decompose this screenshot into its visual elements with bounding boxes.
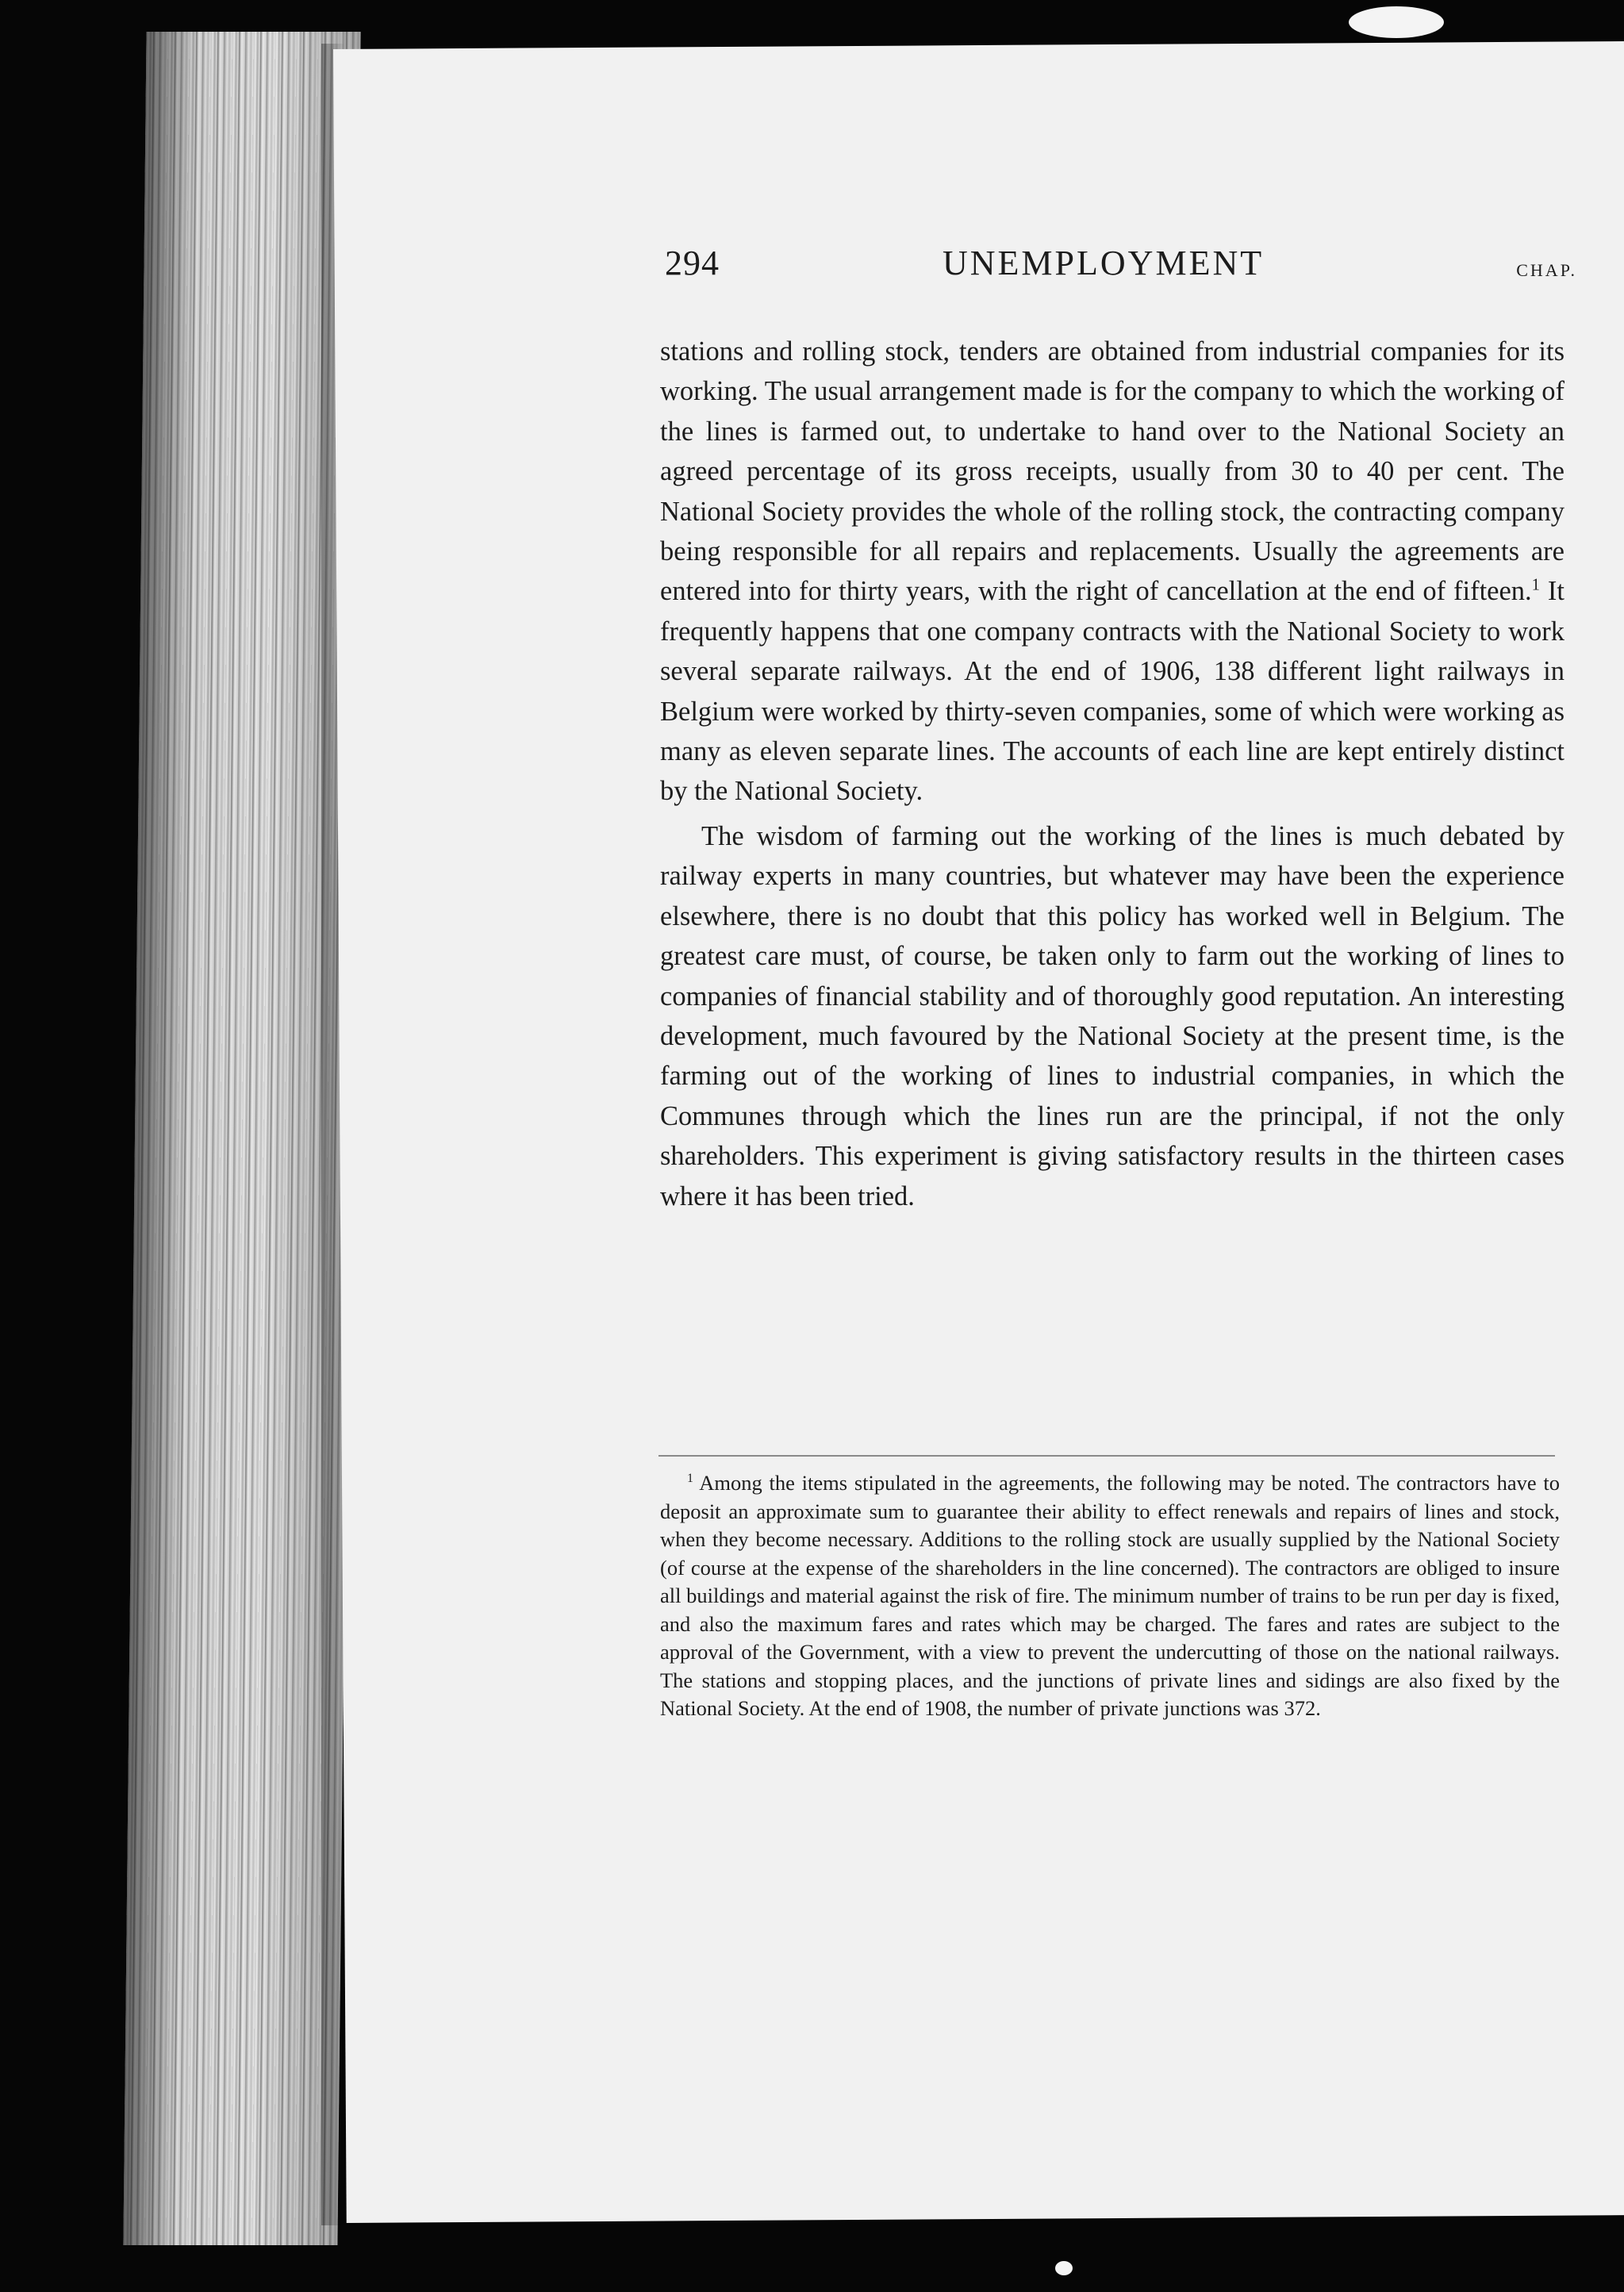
footnote-marker: 1	[687, 1472, 693, 1486]
footnote-rule	[658, 1455, 1555, 1457]
footnote-reference: 1	[1531, 576, 1540, 594]
running-title: UNEMPLOYMENT	[943, 244, 1265, 282]
paragraph-1-text: stations and rolling stock, tenders are obtained from industrial companies for its working. The usual arrangement made is for the company to which the working of the lines is farmed out, to undertake to hand over to the National Society an agreed percentage of its gross receipts, usually from 30 to 40 per cent. The National Society provides the whole of the rolling stock, the contracting company being responsible for all repairs and replacements. Usually the agreements are entered into for thirty years, with the right of cancellation at the end of fifteen.	[660, 336, 1564, 607]
paragraph-1-continuation: It frequently happens that one company contracts with the National Society to work several separate railways. At the end of 1906, 138 different light railways in Belgium were worked by thirty-seven companies, some of which were working as many as eleven separate lines. The accounts of each line are kept entirely distinct by the National Society.	[660, 576, 1564, 807]
paragraph-1	[660, 332, 1564, 812]
chapter-label: CHAP.	[1516, 260, 1577, 280]
footnote-text: Among the items stipulated in the agreements, the following may be noted. The contractors have to deposit an approximate sum to guarantee their ability to effect renewals and repairs of lines and stock, when they become necessary. Additions to the rolling stock are usually supplied by the National Society (of course at the expense of the shareholders in the line concerned). The contractors are obliged to insure all buildings and material against the risk of fire. The minimum number of trains to be run per day is fixed, and also the maximum fares and rates which may be charged. The fares and rates are subject to the approval of the Government, with a view to prevent the undercutting of those on the national railways. The stations and stopping places, and the junctions of private lines and sidings are also fixed by the National Society. At the end of 1908, the number of private junctions was 372.	[660, 1471, 1560, 1720]
page-number: 294	[665, 244, 720, 282]
scan-speck	[1055, 2261, 1073, 2275]
scan-speck	[1349, 6, 1444, 38]
footnote	[660, 1469, 1560, 1723]
body-text	[660, 332, 1564, 1216]
running-head	[665, 243, 1577, 290]
paragraph-2: The wisdom of farming out the working of the lines is much debated by railway experts in many countries, but whatever may have been the experience elsewhere, there is no doubt that this policy has worked well in Belgium. The greatest care must, of course, be taken only to farm out the working of lines to companies of financial stability and of thoroughly good reputation. An interesting development, much favoured by the National Society at the present time, is the farming out of the working of lines to industrial companies, in which the Communes through which the lines run are the principal, if not the only shareholders. This experiment is giving satisfactory results in the thirteen cases where it has been tried.	[660, 820, 1564, 1211]
